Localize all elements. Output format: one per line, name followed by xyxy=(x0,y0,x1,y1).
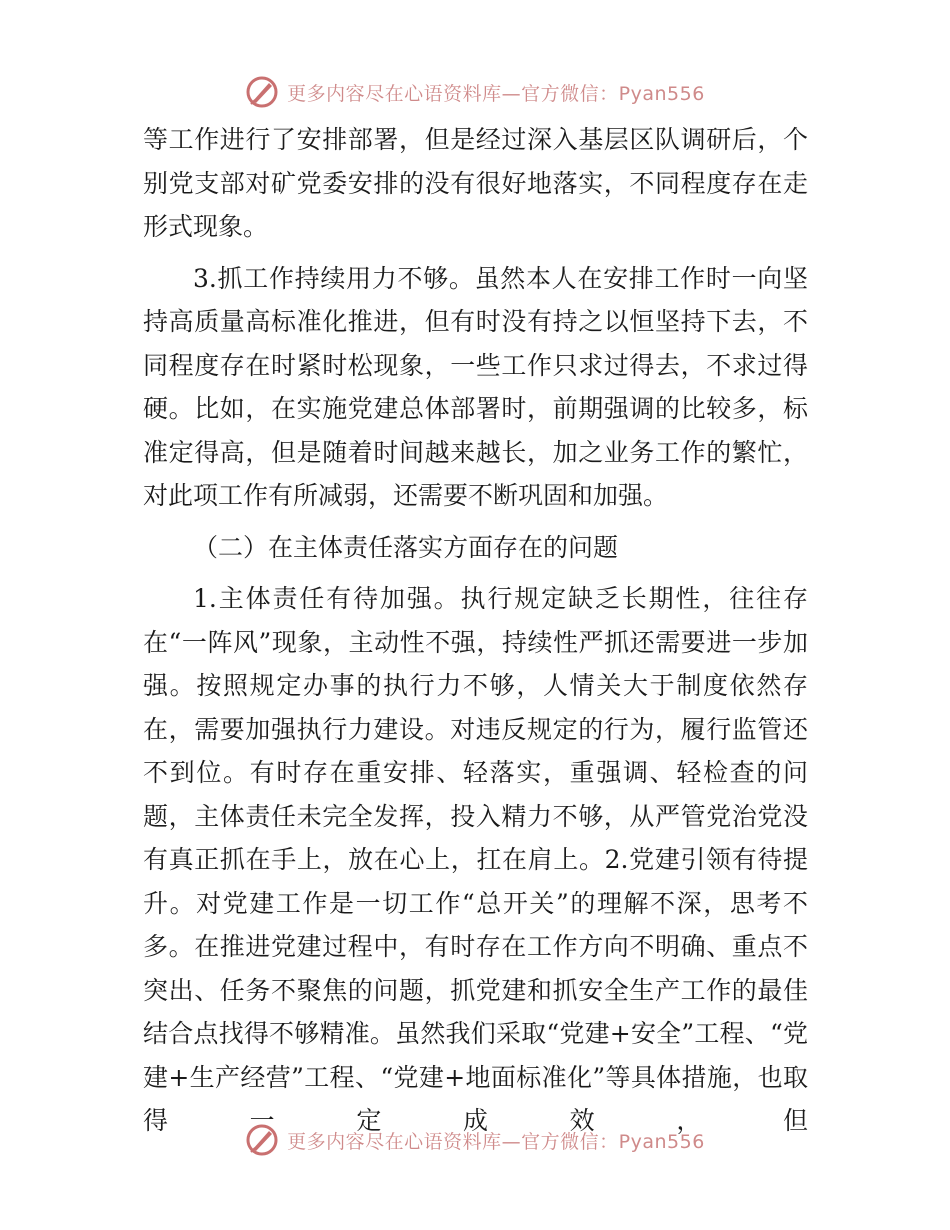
paragraph-point-3: 3.抓工作持续用力不够。虽然本人在安排工作时一向坚持高质量高标准化推进，但有时没有持之以恒坚持下去，不同程度存在时紧时松现象，一些工作只求过得去，不求过得硬。比如，在实施党建总体部署时，前期强调的比较多，标准定得高，但是随着时间越来越长，加之业务工作的繁忙，对此项工作有所减弱，还需要不断巩固和加强。 xyxy=(143,263,808,510)
quill-logo-icon xyxy=(245,1123,279,1157)
header-watermark xyxy=(0,72,950,112)
document-body xyxy=(143,118,808,1143)
section-heading: （二）在主体责任落实方面存在的问题 xyxy=(193,532,619,562)
watermark-text: 更多内容尽在心语资料库—官方微信：Pyan556 xyxy=(287,1130,705,1153)
paragraph-main-responsibility: 1.主体责任有待加强。执行规定缺乏长期性，往往存在“一阵风”现象，主动性不强，持续性严抓还需要进一步加强。按照规定办事的执行力不够，人情关大于制度依然存在，需要加强执行力建设。对违反规定的行为，履行监管还不到位。有时存在重安排、轻落实，重强调、轻检查的问题，主体责任未完全发挥，投入精力不够，从严管党治党没有真正抓在手上，放在心上，扛在肩上。2.党建引领有待提升。对党建工作是一切工作“总开关”的理解不深，思考不多。在推进党建过程中，有时存在工作方向不明确、重点不突出、任务不聚焦的问题，抓党建和抓安全生产工作的最佳结合点找得不够精准。虽然我们采取“党建+安全”工程、“党建+生产经营”工程、“党建+地面标准化”等具体措施，也取得一定成效，但 xyxy=(143,584,808,1135)
paragraph-continuation: 等工作进行了安排部署，但是经过深入基层区队调研后，个别党支部对矿党委安排的没有很好地落实，不同程度存在走形式现象。 xyxy=(143,125,808,241)
quill-logo-icon xyxy=(245,75,279,109)
footer-watermark xyxy=(0,1120,950,1160)
watermark-text: 更多内容尽在心语资料库—官方微信：Pyan556 xyxy=(287,82,705,105)
